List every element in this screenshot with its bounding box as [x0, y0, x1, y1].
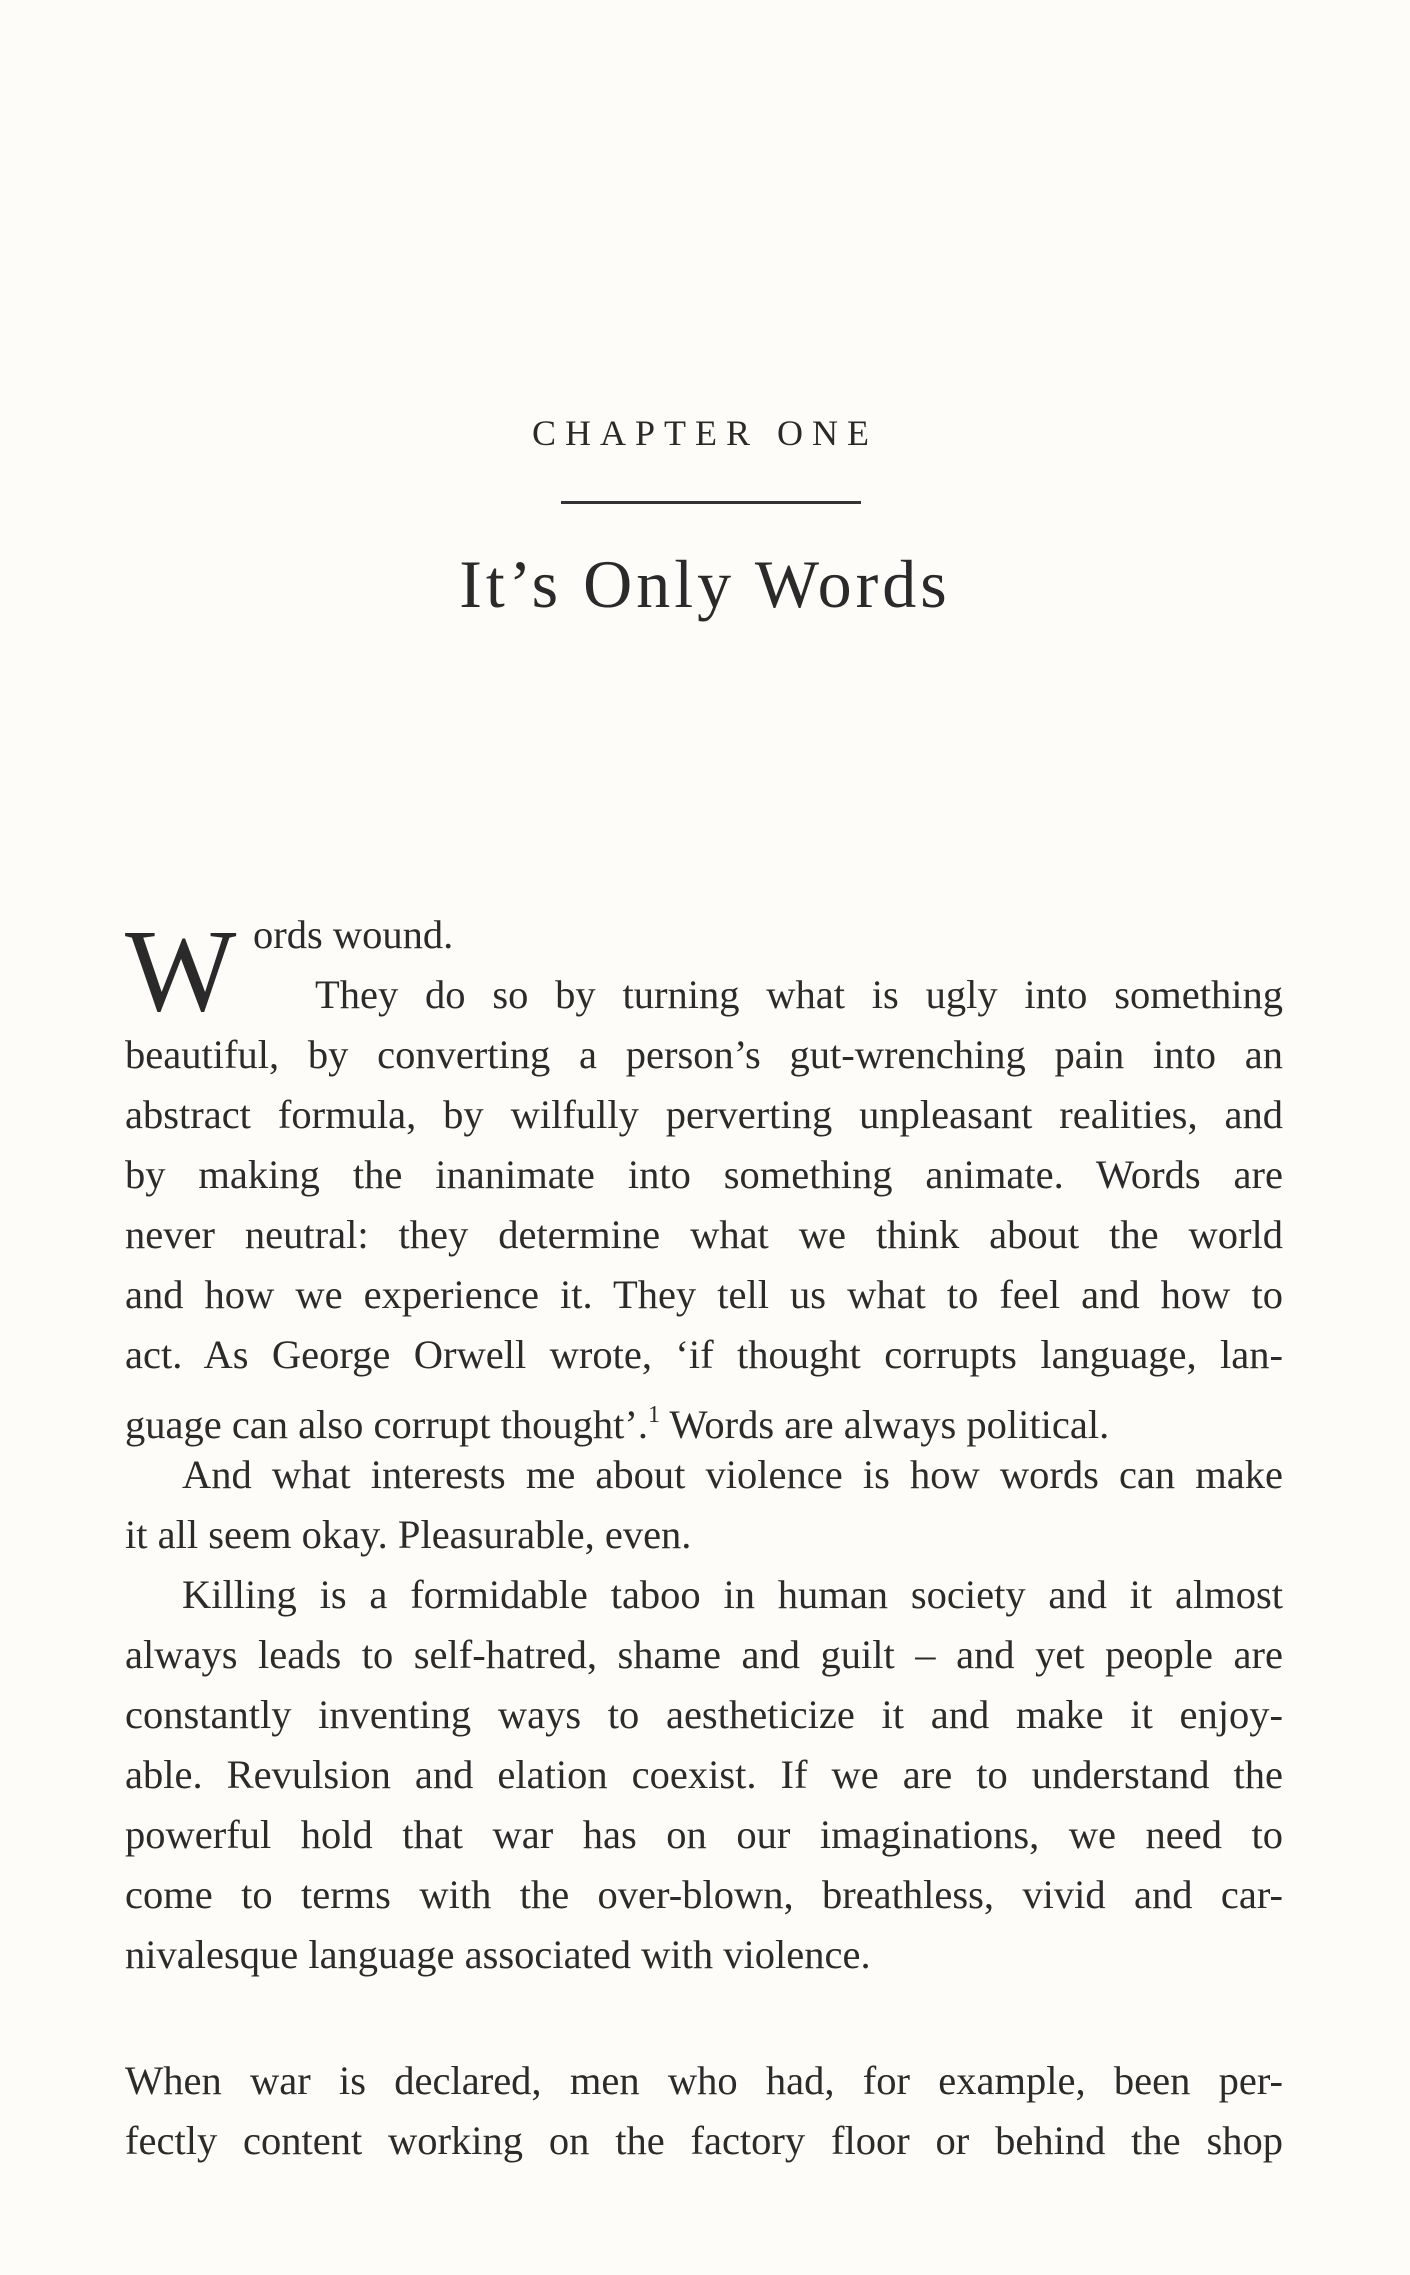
chapter-title: It’s Only Words: [459, 546, 951, 622]
footnote-marker[interactable]: 1: [647, 1402, 660, 1428]
paragraph-line-text: Words are always political.: [659, 1402, 1110, 1447]
drop-cap: W: [125, 905, 237, 1036]
paragraph-line: by making the inanimate into something animate. Words are: [125, 1152, 1283, 1197]
paragraph-line: abstract formula, by wilfully perverting unpleasant realities, and: [125, 1092, 1283, 1137]
paragraph-line: able. Revulsion and elation coexist. If we are to understand the: [125, 1752, 1283, 1797]
paragraph-line: [125, 1385, 1283, 1445]
paragraph-line: And what interests me about violence is how words can make: [182, 1452, 1283, 1497]
chapter-body: [125, 905, 1283, 1985]
paragraph-line: it all seem okay. Pleasurable, even.: [125, 1512, 692, 1557]
paragraph-line: act. As George Orwell wrote, ‘if thought corrupts language, lan-: [125, 1332, 1283, 1377]
section-body: [125, 2051, 1283, 2171]
paragraph-line: When war is declared, men who had, for example, been per-: [125, 2058, 1283, 2103]
chapter-divider: [561, 501, 861, 504]
paragraph-line: always leads to self-hatred, shame and guilt – and yet people are: [125, 1632, 1283, 1677]
paragraph-line: never neutral: they determine what we think about the world: [125, 1212, 1283, 1257]
paragraph-line: come to terms with the over-blown, breathless, vivid and car-: [125, 1872, 1283, 1917]
opening-text: ords wound.: [253, 912, 454, 957]
paragraph-line: and how we experience it. They tell us what to feel and how to: [125, 1272, 1283, 1317]
paragraph-line: They do so by turning what is ugly into something: [315, 972, 1283, 1017]
paragraph-line: powerful hold that war has on our imaginations, we need to: [125, 1812, 1283, 1857]
paragraph-line: Killing is a formidable taboo in human society and it almost: [182, 1572, 1283, 1617]
chapter-label: CHAPTER ONE: [531, 413, 878, 453]
paragraph-line: beautiful, by converting a person’s gut-wrenching pain into an: [125, 1032, 1283, 1077]
paragraph-line: fectly content working on the factory floor or behind the shop: [125, 2118, 1283, 2163]
paragraph-line: nivalesque language associated with violence.: [125, 1932, 871, 1977]
paragraph-line: constantly inventing ways to aestheticize it and make it enjoy-: [125, 1692, 1283, 1737]
paragraph-line-text: guage can also corrupt thought’.: [125, 1402, 648, 1447]
